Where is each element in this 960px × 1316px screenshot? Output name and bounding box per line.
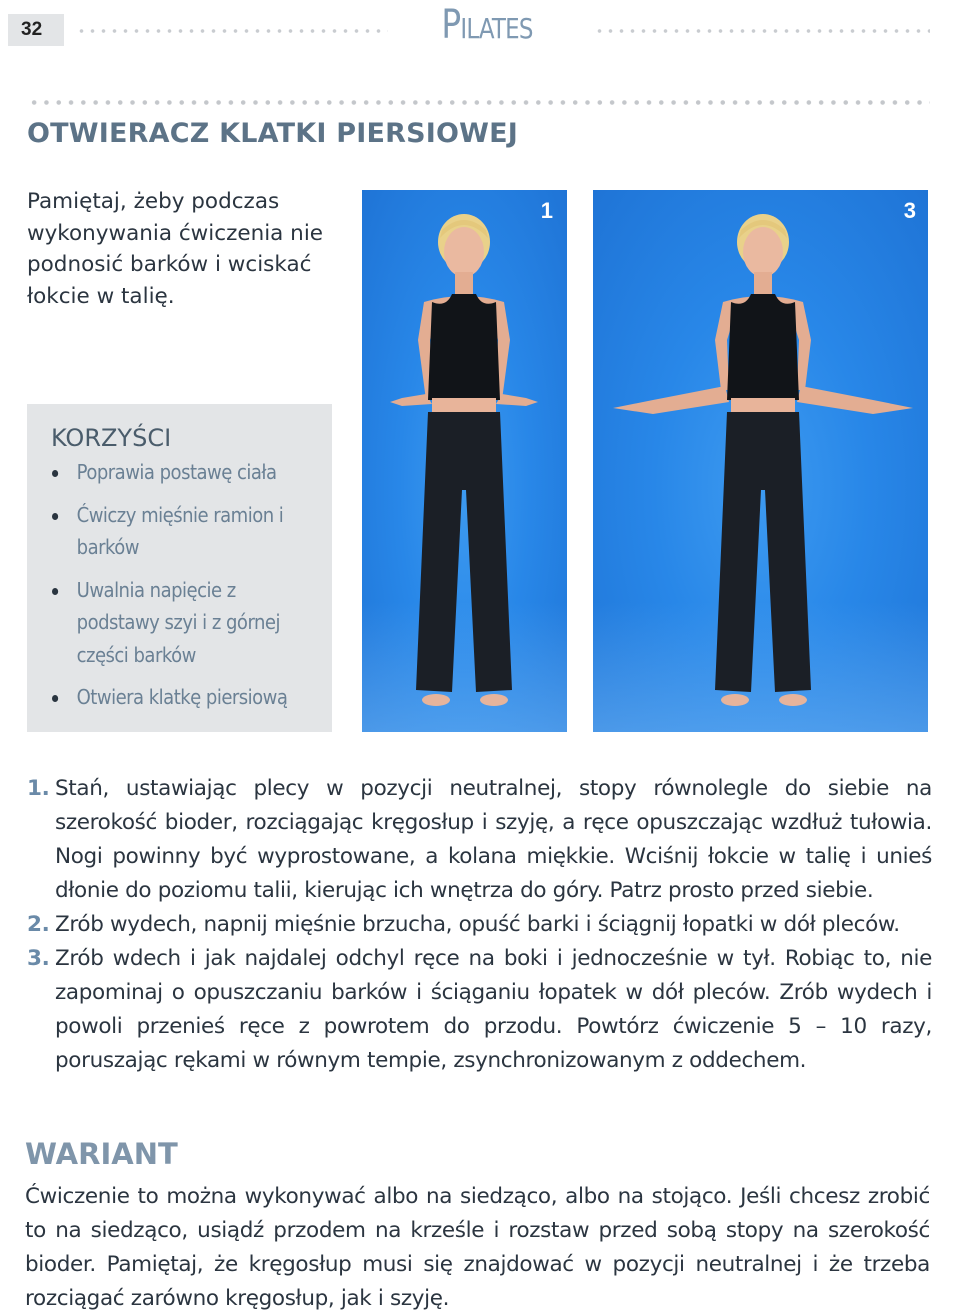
step-number: 1. xyxy=(27,776,50,801)
photo-step-label: 1 xyxy=(540,198,553,223)
variant-title: WARIANT xyxy=(25,1137,178,1171)
benefits-box xyxy=(27,404,332,732)
section-separator xyxy=(28,100,930,105)
woman-figure-arms-open xyxy=(593,190,928,732)
benefit-item: Poprawia postawę ciała xyxy=(52,456,316,489)
instruction-steps xyxy=(27,772,932,1078)
exercise-title: OTWIERACZ KLATKI PIERSIOWEJ xyxy=(27,118,519,149)
page-number: 32 xyxy=(8,14,64,46)
benefit-item: Uwalnia napięcie z podstawy szyi i z górnej części barków xyxy=(52,574,316,672)
exercise-photo-step-3 xyxy=(593,190,928,732)
bullet-icon xyxy=(52,470,58,477)
header-dotted-rule-left xyxy=(76,29,388,33)
intro-note: Pamiętaj, żeby podczas wykonywania ćwiczenia nie podnosić barków i wciskać łokcie w talię. xyxy=(27,189,324,309)
bullet-icon xyxy=(52,588,58,595)
benefit-item: Otwiera klatkę piersiową xyxy=(52,681,316,714)
bullet-icon xyxy=(52,695,58,702)
step-item xyxy=(27,772,932,908)
step-item xyxy=(27,908,932,942)
benefits-list xyxy=(52,456,322,724)
step-number: 3. xyxy=(27,946,50,971)
benefits-title: KORZYŚCI xyxy=(51,424,172,452)
step-text: Zrób wdech i jak najdalej odchyl ręce na boki i jednocześnie w tył. Robiąc to, nie zapominaj o opuszczaniu barków i ściąganiu łopatek w dół pleców. Zrób wydech i powoli przenieś ręce z powrotem do przodu. Powtórz ćwiczenie 5 – 10 razy, poruszając rękami w równym tempie, zsynchronizowanym z oddechem. xyxy=(55,946,932,1073)
variant-text: Ćwiczenie to można wykonywać albo na siedząco, albo na stojąco. Jeśli chcesz zrobić to na siedząco, usiądź przodem na krześle i rozstaw przed sobą stopy na szerokość bioder. Pamiętaj, że kręgosłup musi się znajdować w pozycji neutralnej i że trzeba rozciągać zarówno kręgosłup, jak i szyję. xyxy=(25,1184,930,1311)
step-number: 2. xyxy=(27,912,50,937)
header-dotted-rule-right xyxy=(594,29,930,33)
bullet-icon xyxy=(52,513,58,520)
photo-step-label: 3 xyxy=(903,198,916,223)
step-item xyxy=(27,942,932,1078)
woman-figure-arms-forward xyxy=(362,190,567,732)
benefit-item: Ćwiczy mięśnie ramion i barków xyxy=(52,499,316,564)
running-title: Pilates xyxy=(441,2,533,48)
step-text: Zrób wydech, napnij mięśnie brzucha, opuść barki i ściągnij łopatki w dół pleców. xyxy=(55,912,900,937)
step-text: Stań, ustawiając plecy w pozycji neutralnej, stopy równolegle do siebie na szerokość bioder, rozciągając kręgosłup i szyję, a ręce opuszczając wzdłuż tułowia. Nogi powinny być wyprostowane, a kolana miękkie. Wciśnij łokcie w talię i unieś dłonie do poziomu talii, kierując ich wnętrza do góry. Patrz prosto przed siebie. xyxy=(55,776,932,903)
exercise-photo-step-1 xyxy=(362,190,567,732)
